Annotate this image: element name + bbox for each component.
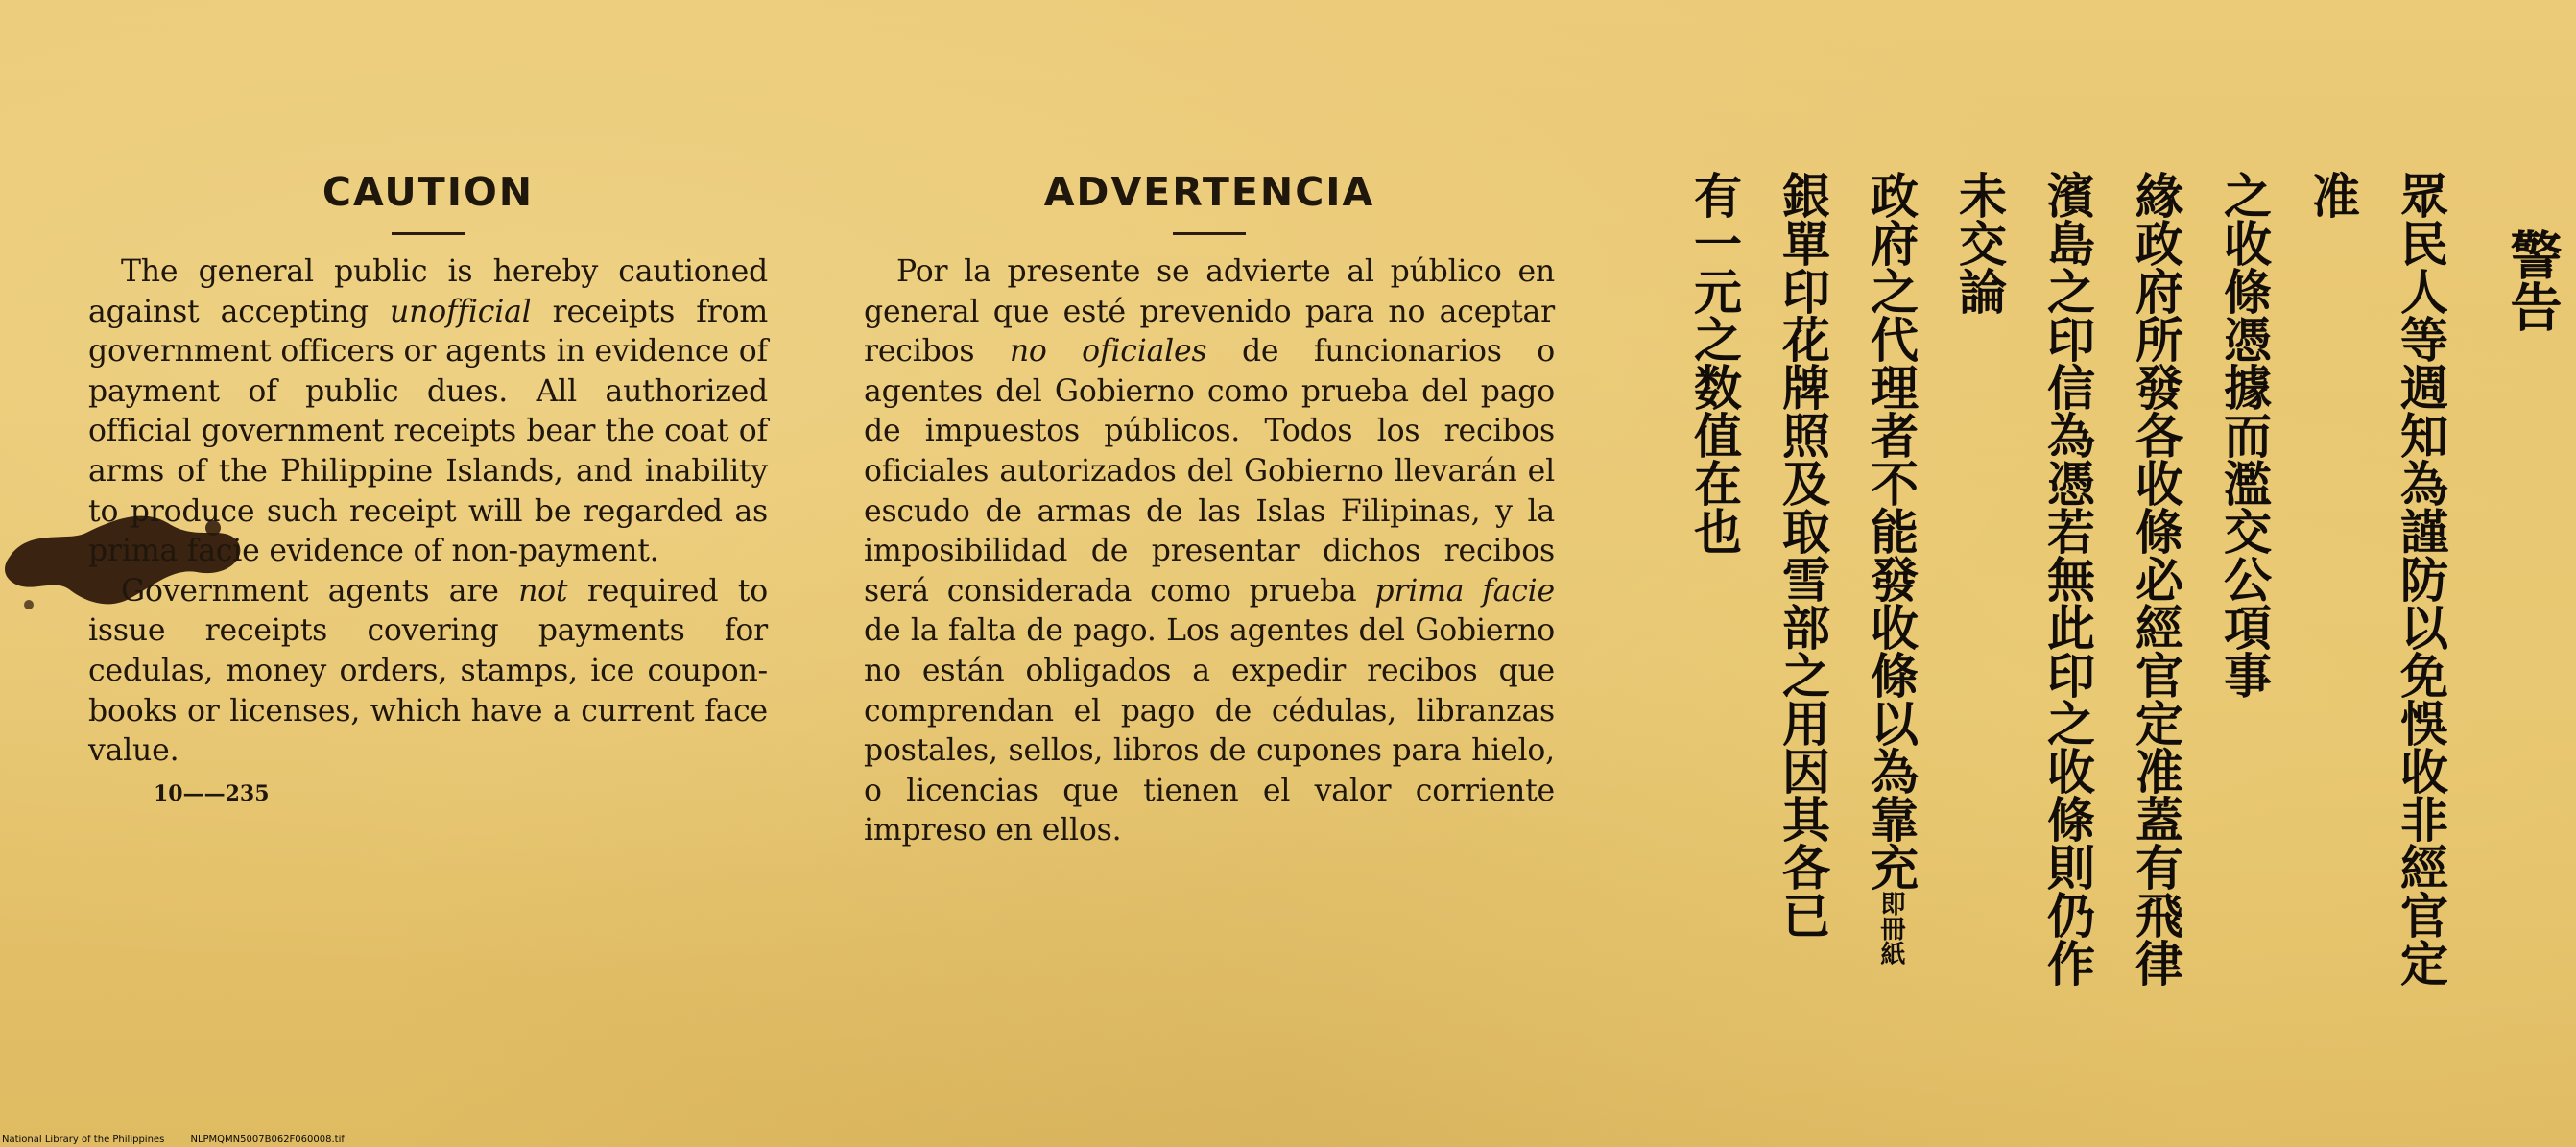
caution-p2-text-b: required to issue receipts covering payments for cedulas, money orders, stamps, ice coupon-books or licenses, which have a current face value.: [88, 573, 768, 769]
advertencia-heading: ADVERTENCIA: [1043, 169, 1375, 215]
chinese-line-5: 未交論: [1951, 171, 2007, 315]
caution-p1-text-a: The general public is hereby cautioned against accepting: [88, 254, 768, 329]
chinese-line-7: 銀單印花牌照及取雪部之用因其各已: [1775, 171, 1830, 939]
chinese-small-note: 即冊紙: [1876, 891, 1905, 966]
advertencia-text-c: de la falta de pago. Los agentes del Gobierno no están obligados a expedir recibos que comprendan el pago de cédulas, libranzas postales, sellos, libros de cupones para hielo, o licencias que tienen el valor corriente impreso en ellos.: [864, 613, 1555, 848]
chinese-title: 警告: [2502, 228, 2563, 332]
advertencia-section: [864, 165, 1555, 851]
caution-paragraph-2: [88, 572, 768, 772]
advertencia-text-a: Por la presente se advierte al público en general que esté prevenido para no aceptar recibos: [864, 254, 1555, 370]
form-number: 10——235: [154, 780, 270, 806]
chinese-line-8: 有一元之数值在也: [1686, 171, 1742, 555]
chinese-line-4: 濱島之印信為憑若無此印之收條則仍作: [2039, 171, 2095, 987]
advertencia-text-b: de funcionarios o agentes del Gobierno como prueba del pago de impuestos públicos. Todos los recibos oficiales autorizados del Gobierno llevarán el escudo de armas de las Islas Filipinas, y la imposibilidad de presentar dichos recibos será considerada como prueba: [864, 334, 1555, 609]
caution-heading: CAUTION: [322, 169, 535, 215]
caution-section: [88, 165, 768, 806]
archive-footer: [2, 1135, 368, 1145]
chinese-line-6-text: 政府之代理者不能發收條以為靠充: [1863, 171, 1919, 891]
file-identifier: NLPMQMN5007B062F060008.tif: [190, 1135, 345, 1145]
chinese-notice: [1670, 171, 2576, 987]
chinese-line-6: [1847, 171, 1935, 987]
advertencia-emphasis-2: prima facie: [1374, 573, 1556, 609]
caution-p1-text-b: receipts from government officers or agents in evidence of payment of public dues. All authorized official government receipts bear the coat of arms of the Philippine Islands, and inability to produce such receipt will be regarded as prima facie evidence of non-payment.: [88, 294, 769, 569]
advertencia-paragraph: [864, 252, 1555, 851]
library-credit: National Library of the Philippines: [2, 1135, 165, 1145]
advertencia-emphasis-1: no oficiales: [1009, 334, 1207, 370]
caution-p1-emphasis: unofficial: [390, 294, 532, 329]
caution-p2-text-a: Government agents are: [121, 573, 519, 609]
chinese-line-2: 之收條憑據而濫交公項事: [2216, 171, 2272, 699]
chinese-line-3: 緣政府所發各收條必經官定准蓋有飛律: [2128, 171, 2183, 987]
chinese-line-1: 眾民人等週知為謹防以免悞收非經官定准: [2304, 171, 2448, 987]
advertencia-heading-rule: [1173, 232, 1246, 235]
caution-paragraph-1: [88, 252, 768, 572]
caution-p2-emphasis: not: [518, 573, 568, 609]
caution-heading-rule: [392, 232, 465, 235]
